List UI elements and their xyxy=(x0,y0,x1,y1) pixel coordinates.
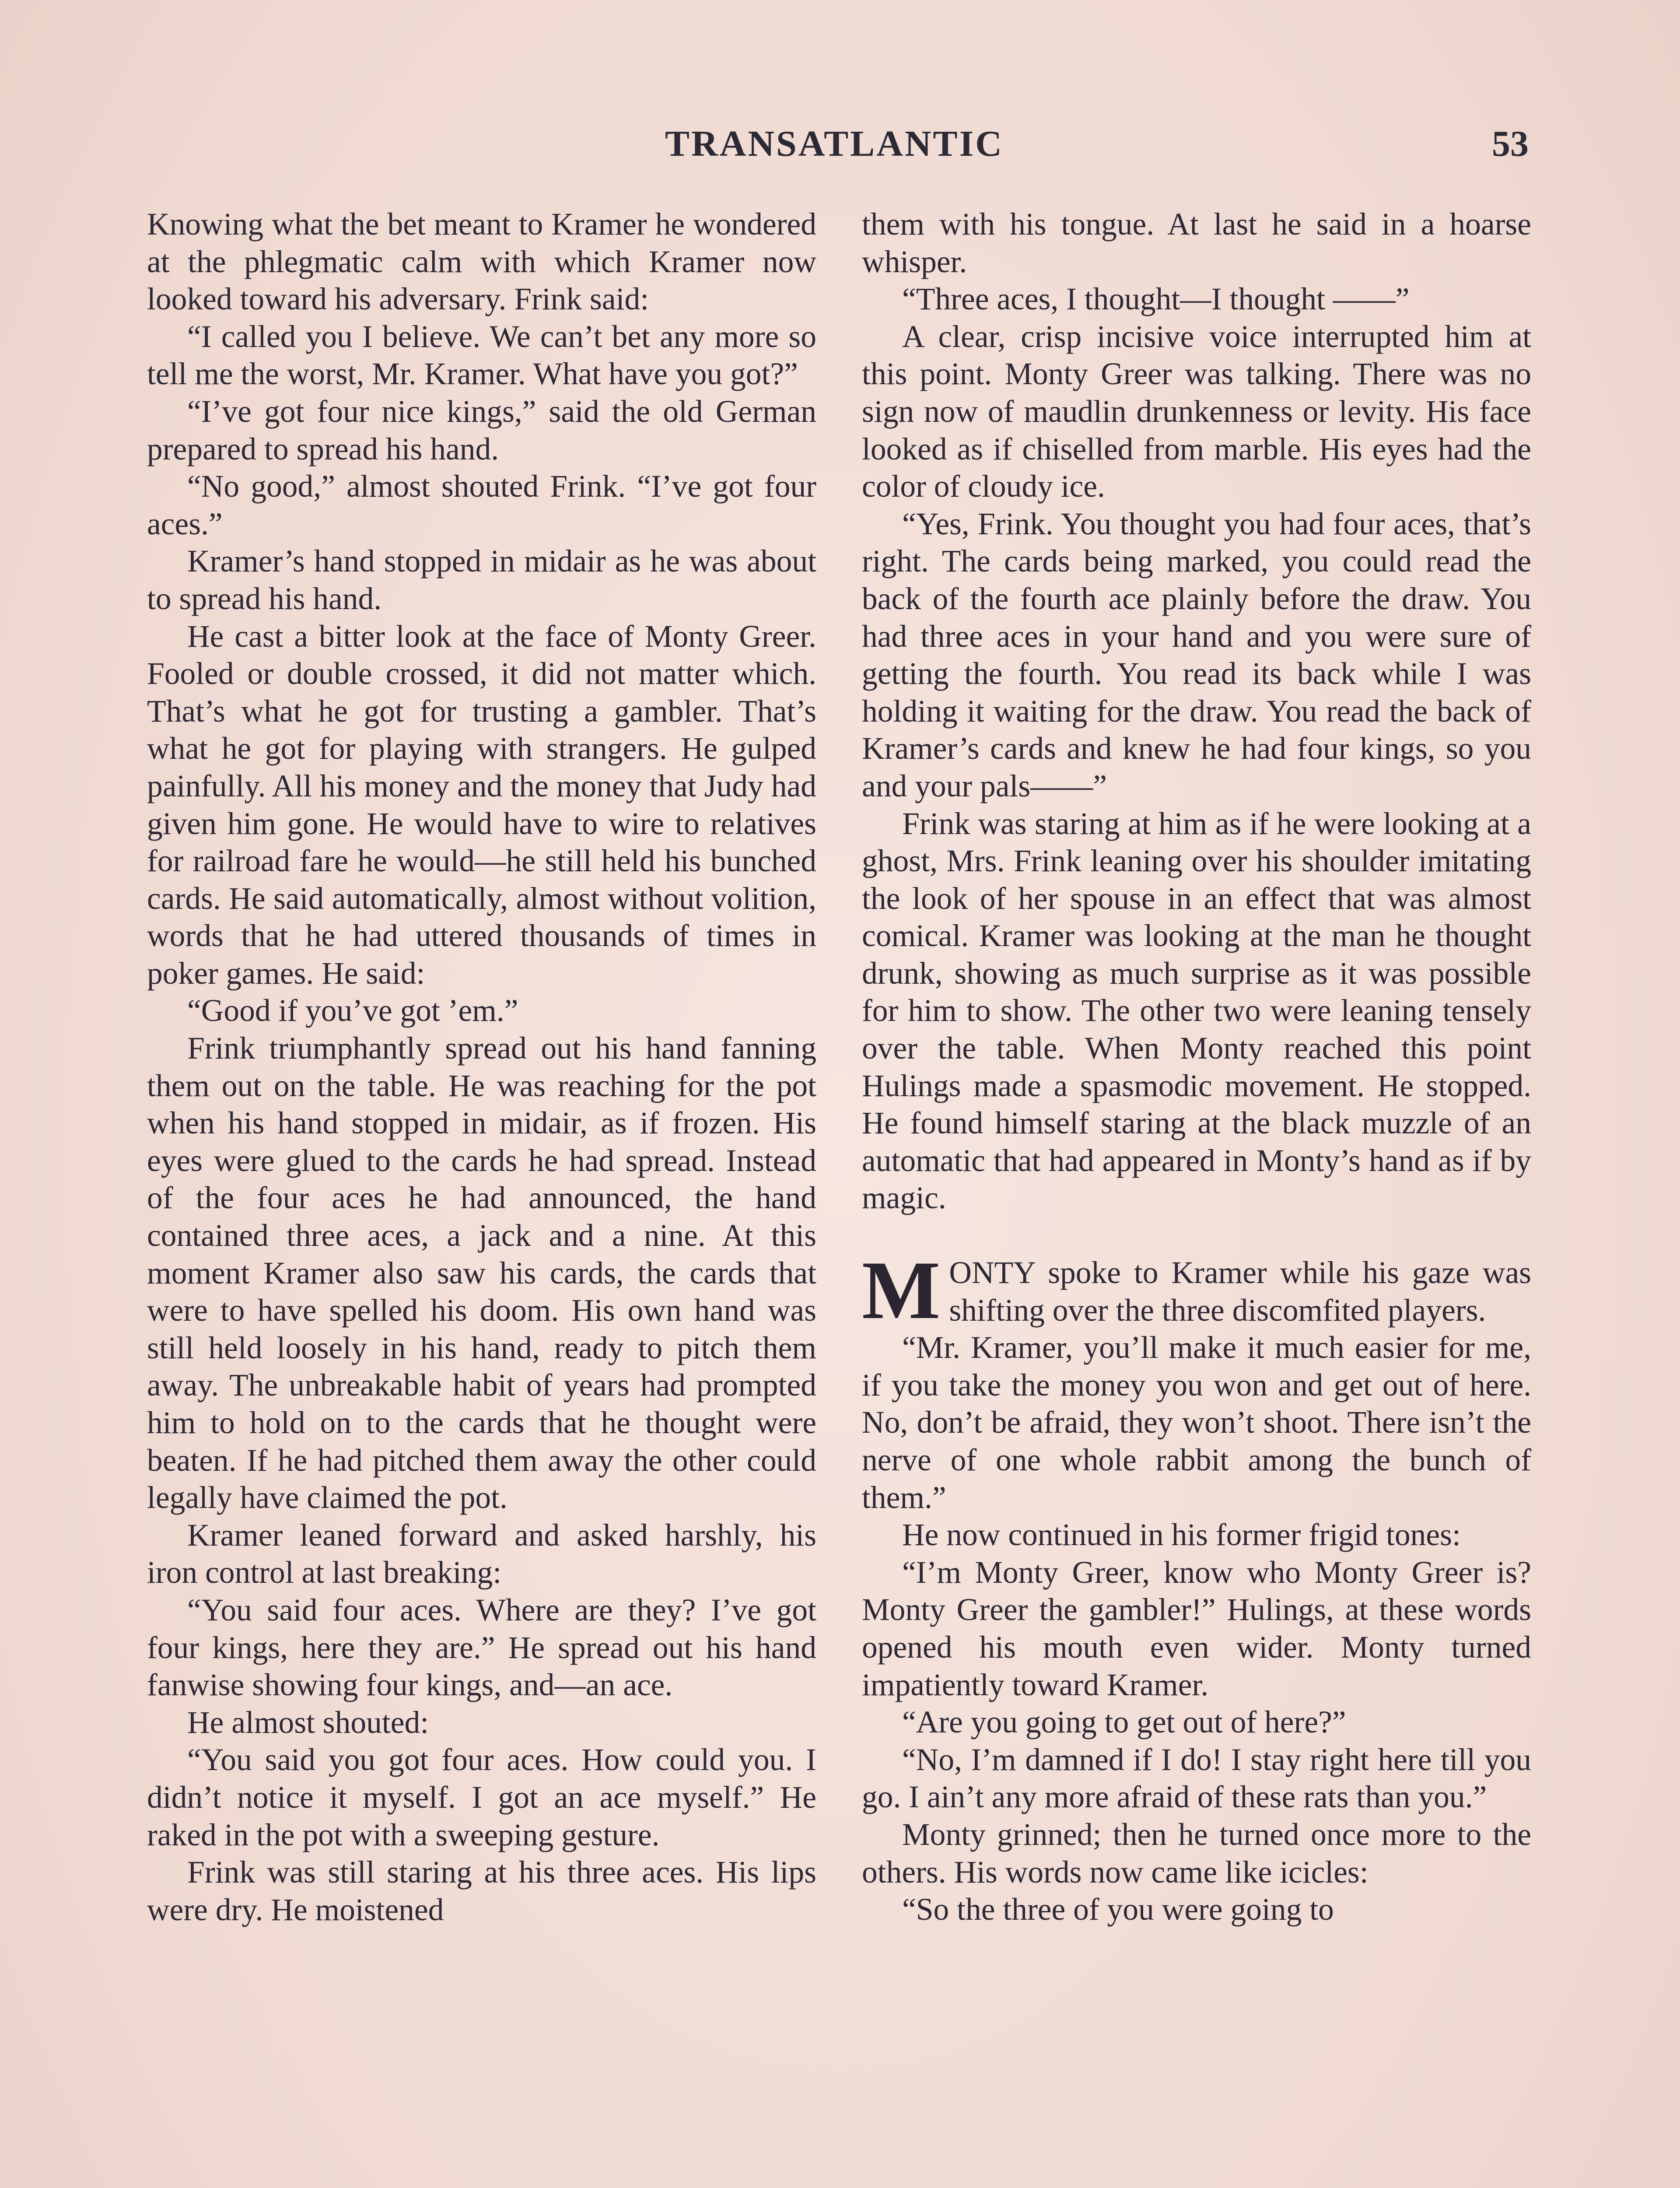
paragraph: “Mr. Kramer, you’ll make it much easier for me, if you take the money you won and get out of here. No, don’t be afraid, they won’t shoot. There isn’t the nerve of one whole rabbit among the bunch of them.” xyxy=(862,1330,1531,1515)
paragraph: Knowing what the bet meant to Kramer he wondered at the phlegmatic calm with which Kramer now looked toward his adversary. Frink said: xyxy=(147,207,816,317)
paragraph: “Are you going to get out of here?” xyxy=(902,1705,1346,1740)
page-header xyxy=(0,109,1680,166)
paragraph: “I called you I believe. We can’t bet any more so tell me the worst, Mr. Kramer. What have you got?” xyxy=(147,319,816,392)
page-number: 53 xyxy=(1492,123,1529,164)
paragraph: “Good if you’ve got ’em.” xyxy=(187,993,518,1028)
paragraph: “No good,” almost shouted Frink. “I’ve got four aces.” xyxy=(147,469,816,541)
paragraph: “You said four aces. Where are they? I’ve got four kings, here they are.” He spread out his hand fanwise showing four kings, and—an ace. xyxy=(147,1592,816,1703)
drop-cap: M xyxy=(862,1245,941,1337)
text-column-right xyxy=(862,206,1531,1929)
paragraph: them with his tongue. At last he said in a hoarse whisper. xyxy=(862,207,1531,279)
paragraph: “So the three of you were going to xyxy=(902,1892,1334,1927)
paragraph: Frink was staring at him as if he were looking at a ghost, Mrs. Frink leaning over his shoulder imitating the look of her spouse in an effect that was almost comical. Kramer was looking at the man he thought drunk, showing as much surprise as it was possible for him to show. The other two were leaning tensely over the table. When Monty reached this point Hulings made a spasmodic movement. He stopped. He found himself staring at the black muzzle of an automatic that had appeared in Monty’s hand as if by magic. xyxy=(862,806,1531,1216)
paragraph: “Three aces, I thought—I thought ——” xyxy=(902,282,1410,317)
paragraph: “No, I’m damned if I do! I stay right here till you go. I ain’t any more afraid of these rats than you.” xyxy=(862,1742,1531,1815)
paragraph: “I’ve got four nice kings,” said the old German prepared to spread his hand. xyxy=(147,394,816,466)
paragraph: A clear, crisp incisive voice interrupted him at this point. Monty Greer was talking. There was no sign now of maudlin drunkenness or levity. His face looked as if chiselled from marble. His eyes had the color of cloudy ice. xyxy=(862,319,1531,504)
paragraph: Frink triumphantly spread out his hand fanning them out on the table. He was reaching for the pot when his hand stopped in midair, as if frozen. His eyes were glued to the cards he had spread. Instead of the four aces he had announced, the hand contained three aces, a jack and a nine. At this moment Kramer also saw his cards, the cards that were to have spelled his doom. His own hand was still held loosely in his hand, ready to pitch them away. The unbreakable habit of years had prompted him to hold on to the cards that he thought were beaten. If he had pitched them away the other could legally have claimed the pot. xyxy=(147,1031,816,1515)
paragraph: He cast a bitter look at the face of Monty Greer. Fooled or double crossed, it did not matter which. That’s what he got for trusting a gambler. That’s what he got for playing with strangers. He gulped painfully. All his money and the money that Judy had given him gone. He would have to wire to relatives for railroad fare he would—he still held his bunched cards. He said automatically, almost without volition, words that he had uttered thousands of times in poker games. He said: xyxy=(147,619,816,991)
paragraph: Monty grinned; then he turned once more to the others. His words now came like icicles: xyxy=(862,1817,1531,1890)
paragraph: “You said you got four aces. How could you. I didn’t notice it myself. I got an ace myself.” He raked in the pot with a sweeping gesture. xyxy=(147,1743,816,1852)
paragraph: Kramer leaned forward and asked harshly, his iron control at last breaking: xyxy=(147,1518,816,1590)
section-opening-paragraph xyxy=(862,1245,1531,1337)
paragraph: Frink was still staring at his three aces. His lips were dry. He moistened xyxy=(147,1855,816,1927)
running-title: TRANSATLANTIC xyxy=(665,123,1004,164)
text-column-left xyxy=(147,206,816,1929)
paragraph: He now continued in his former frigid tones: xyxy=(902,1518,1461,1553)
paragraph: Kramer’s hand stopped in midair as he was about to spread his hand. xyxy=(147,544,816,616)
section-opening-text: ONTY spoke to Kramer while his gaze was shifting over the three discomfited players. xyxy=(949,1255,1531,1328)
paragraph: “Yes, Frink. You thought you had four aces, that’s right. The cards being marked, you could read the back of the fourth ace plainly before the draw. You had three aces in your hand and you were sure of getting the fourth. You read its back while I was holding it waiting for the draw. You read the back of Kramer’s cards and knew he had four kings, so you and your pals——” xyxy=(862,506,1531,803)
paragraph: “I’m Monty Greer, know who Monty Greer is? Monty Greer the gambler!” Hulings, at these words opened his mouth even wider. Monty turned impatiently toward Kramer. xyxy=(862,1555,1531,1702)
paragraph: He almost shouted: xyxy=(187,1705,429,1740)
